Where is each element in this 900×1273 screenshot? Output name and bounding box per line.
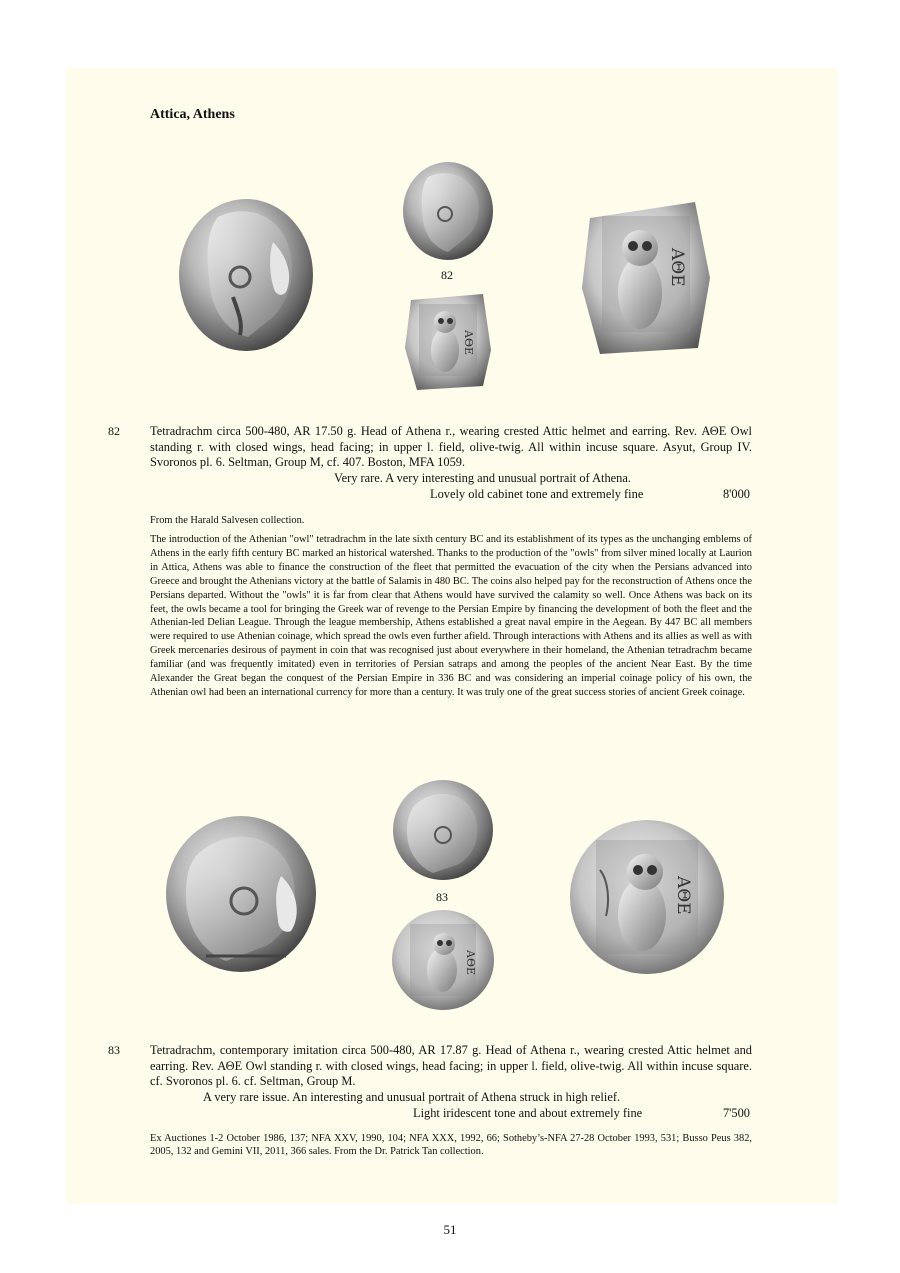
coin-83-obverse-large: [166, 816, 316, 972]
page-number: 51: [443, 1222, 457, 1237]
coin-83-reverse-large: [570, 820, 724, 974]
lot-82-description: Tetradrachm circa 500-480, AR 17.50 g. Head of Athena r., wearing crested Attic helmet and earring. Rev. ΑΘΕ Owl standing r. with closed wings, head facing; in upper l. field, olive-twig. All within incuse square. Asyut, Group IV. Svoronos pl. 6. Seltman, Group M, cf. 407. Boston, MFA 1059.: [150, 424, 752, 469]
coin-82-obverse-small: [403, 162, 494, 261]
coin-label-83: 83: [436, 890, 448, 904]
lot-83-estimate: 7'500: [722, 1106, 750, 1120]
coin-83-obverse-small: [393, 780, 493, 880]
lot-83-provenance: Ex Auctiones 1-2 October 1986, 137; NFA XXV, 1990, 104; NFA XXX, 1992, 66; Sotheby’s-NFA 27-28 October 1993, 531; Busso Peus 382, 2005, 132 and Gemini VII, 2011, 366 sales. From the Dr. Patrick Tan collection.: [150, 1133, 752, 1158]
lot-82-estimate: 8'000: [722, 487, 750, 501]
lot-82-grade: Lovely old cabinet tone and extremely fine: [430, 487, 644, 501]
coin-83-reverse-small-legend: ΑΘΕ: [464, 950, 477, 975]
coin-label-82: 82: [441, 268, 453, 282]
coin-82-reverse-large: [580, 198, 712, 356]
lot-83-description: Tetradrachm, contemporary imitation circa 500-480, AR 17.87 g. Head of Athena r., wearing crested Attic helmet and earring. Rev. ΑΘΕ Owl standing r. with closed wings, head facing; in upper l. field, olive-twig. All within incuse square. cf. Svoronos pl. 6. cf. Seltman, Group M.: [150, 1043, 752, 1088]
coin-82-reverse-small: [403, 290, 493, 392]
lot-82-provenance: From the Harald Salvesen collection.: [150, 515, 305, 526]
lot-83-grade: Light iridescent tone and about extremely fine: [413, 1106, 643, 1120]
coin-82-reverse-small-legend: ΑΘΕ: [462, 330, 475, 355]
lot-83-rarity: A very rare issue. An interesting and unusual portrait of Athena struck in high relief.: [203, 1090, 621, 1104]
lot-number-83: 83: [108, 1043, 120, 1057]
coin-82-obverse-large: [178, 197, 314, 352]
lot-number-82: 82: [108, 424, 120, 438]
lot-82-essay: The introduction of the Athenian "owl" tetradrachm in the late sixth century BC and its establishment of its types as the unchanging emblems of Athens in the early fifth century BC marked an historical watershed. Thanks to the production of the "owls" from silver mined locally at Laurion in Attica, Athens was able to finance the construction of the fleet that permitted the evacuation of the city when the Persians advanced into Greece and brought the Athenians victory at the battle of Salamis in 480 BC. The coins also helped pay for the reconstruction of Athens once the Persians departed. Without the "owls" it is far from clear that Athens would have survived the calamity so well. Once Athens was back on its feet, the owls became a tool for bringing the Greek war of revenge to the Persian Empire by financing the development of both the fleet and the Athenian-led Delian League. Through the league membership, Athens established a great naval empire in the Aegean. By 447 BC all members were required to use Athenian coinage, which spread the owls even further afield. Through interactions with Athens and its allies as well as with Greek mercenaries desirous of payment in coin that was recognised just about everywhere in their homeland, the Athenian tetradrachm became familiar (and was frequently imitated) even in territories of Persian satraps and among the peoples of the ancient Near East. By the time Alexander the Great began the conquest of the Persian Empire in 336 BC and was considering an imperial coinage policy of his own, the Athenian owl had been an international currency for more than a century. It was truly one of the great success stories of ancient Greek coinage.: [150, 534, 752, 698]
coin-83-reverse-large-legend: ΑΘΕ: [673, 876, 693, 915]
coin-82-reverse-large-legend: ΑΘΕ: [667, 248, 687, 287]
lot-82-rarity: Very rare. A very interesting and unusual portrait of Athena.: [334, 471, 631, 485]
section-heading: Attica, Athens: [150, 107, 235, 122]
coin-83-reverse-small: [392, 910, 495, 1011]
